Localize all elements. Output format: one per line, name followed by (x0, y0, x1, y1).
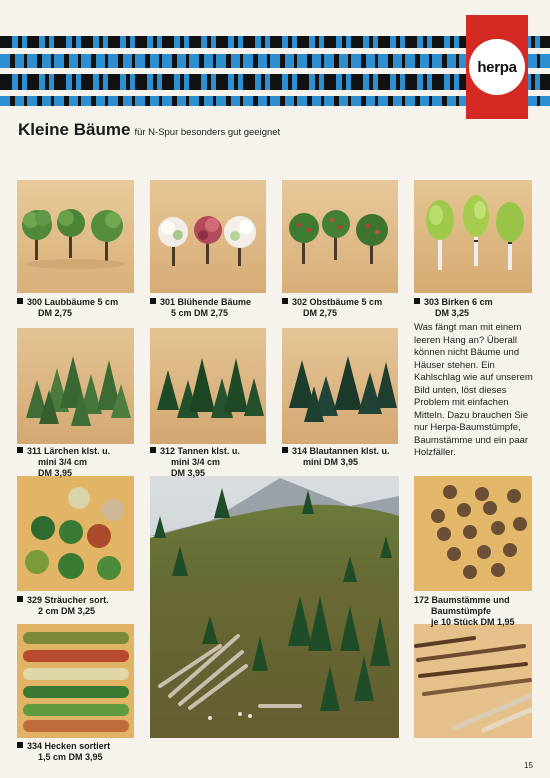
product-price: DM 3,95 (171, 468, 206, 478)
product-number: 302 (292, 297, 308, 307)
product-caption-300 (17, 297, 147, 319)
product-price: 5 cm DM 2,75 (171, 308, 229, 318)
bullet-square (150, 447, 156, 453)
bullet-square (17, 596, 23, 602)
product-name: Tannen klst. u. (177, 446, 240, 456)
bullet-square (150, 298, 156, 304)
photo-laerchen (17, 328, 134, 444)
product-price: 1,5 cm DM 3,95 (38, 752, 103, 762)
bullet-square (17, 742, 23, 748)
product-number: 311 (27, 446, 42, 456)
page-number: 15 (524, 761, 533, 770)
product-number: 172 (414, 595, 430, 605)
product-price: mini DM 3,95 (303, 457, 359, 467)
product-number: 314 (292, 446, 308, 456)
page-heading (18, 120, 458, 140)
product-name: Blühende Bäume (177, 297, 252, 307)
product-price: DM 3,25 (435, 308, 470, 318)
product-name: Lärchen klst. u. (44, 446, 111, 456)
product-size: mini 3/4 cm (171, 457, 221, 467)
bullet-square (17, 447, 23, 453)
product-caption-301 (150, 297, 280, 319)
product-name: Laubbäume 5 cm (44, 297, 119, 307)
product-caption-311 (17, 446, 147, 479)
product-price: je 10 Stück DM 1,95 (431, 617, 515, 627)
page-subtitle: für N-Spur besonders gut geeignet (134, 127, 281, 138)
bullet-square (414, 298, 420, 304)
photo-birken (414, 180, 532, 293)
photo-kahlschlag-diorama (150, 476, 399, 738)
product-price: DM 2,75 (303, 308, 338, 318)
product-name-cont: Baumstümpfe (431, 606, 492, 616)
photo-bluehende-baeume (150, 180, 266, 293)
product-name: Baumstämme und (431, 595, 510, 605)
product-caption-312 (150, 446, 280, 479)
product-caption-172 (414, 595, 544, 628)
product-size: mini 3/4 cm (38, 457, 88, 467)
page-title: Kleine Bäume (18, 120, 131, 139)
product-caption-302 (282, 297, 412, 319)
photo-blautannen (282, 328, 398, 444)
product-name: Birken 6 cm (441, 297, 493, 307)
product-number: 303 (424, 297, 440, 307)
photo-obstbaeume (282, 180, 398, 293)
product-caption-334 (17, 741, 147, 763)
product-number: 329 (27, 595, 43, 605)
product-name: Hecken sortiert (44, 741, 111, 751)
photo-laubbaeume (17, 180, 134, 293)
photo-tannen (150, 328, 266, 444)
product-number: 334 (27, 741, 43, 751)
description-paragraph: Was fängt man mit einem leeren Hang an? Überall können nicht Bäume und Häuser stehen. Ein Kahlschlag wie auf unserem Bild unten, löst dieses Problem mit einfachen Mitteln. Dazu brauchen Sie nur Herpa-Baumstümpfe, Baumstämme und ein paar Holzfäller. (414, 322, 533, 458)
product-name: Sträucher sort. (44, 595, 109, 605)
product-price: DM 2,75 (38, 308, 73, 318)
bullet-square (282, 447, 288, 453)
product-caption-329 (17, 595, 147, 617)
product-number: 301 (160, 297, 176, 307)
photo-straeucher (17, 476, 134, 591)
product-name: Obstbäume 5 cm (309, 297, 383, 307)
photo-baumstaemme (414, 624, 532, 738)
product-number: 300 (27, 297, 43, 307)
product-number: 312 (160, 446, 176, 456)
herpa-logo (466, 15, 528, 119)
logo-circle (469, 39, 525, 95)
photo-baumstuempfe (414, 476, 532, 591)
photo-hecken (17, 624, 134, 738)
product-price: DM 3,95 (38, 468, 73, 478)
bullet-square (17, 298, 23, 304)
product-name: Blautannen klst. u. (309, 446, 390, 456)
product-price: 2 cm DM 3,25 (38, 606, 96, 616)
logo-text: herpa (477, 58, 517, 76)
product-caption-303 (414, 297, 544, 319)
product-caption-314 (282, 446, 412, 468)
bullet-square (282, 298, 288, 304)
